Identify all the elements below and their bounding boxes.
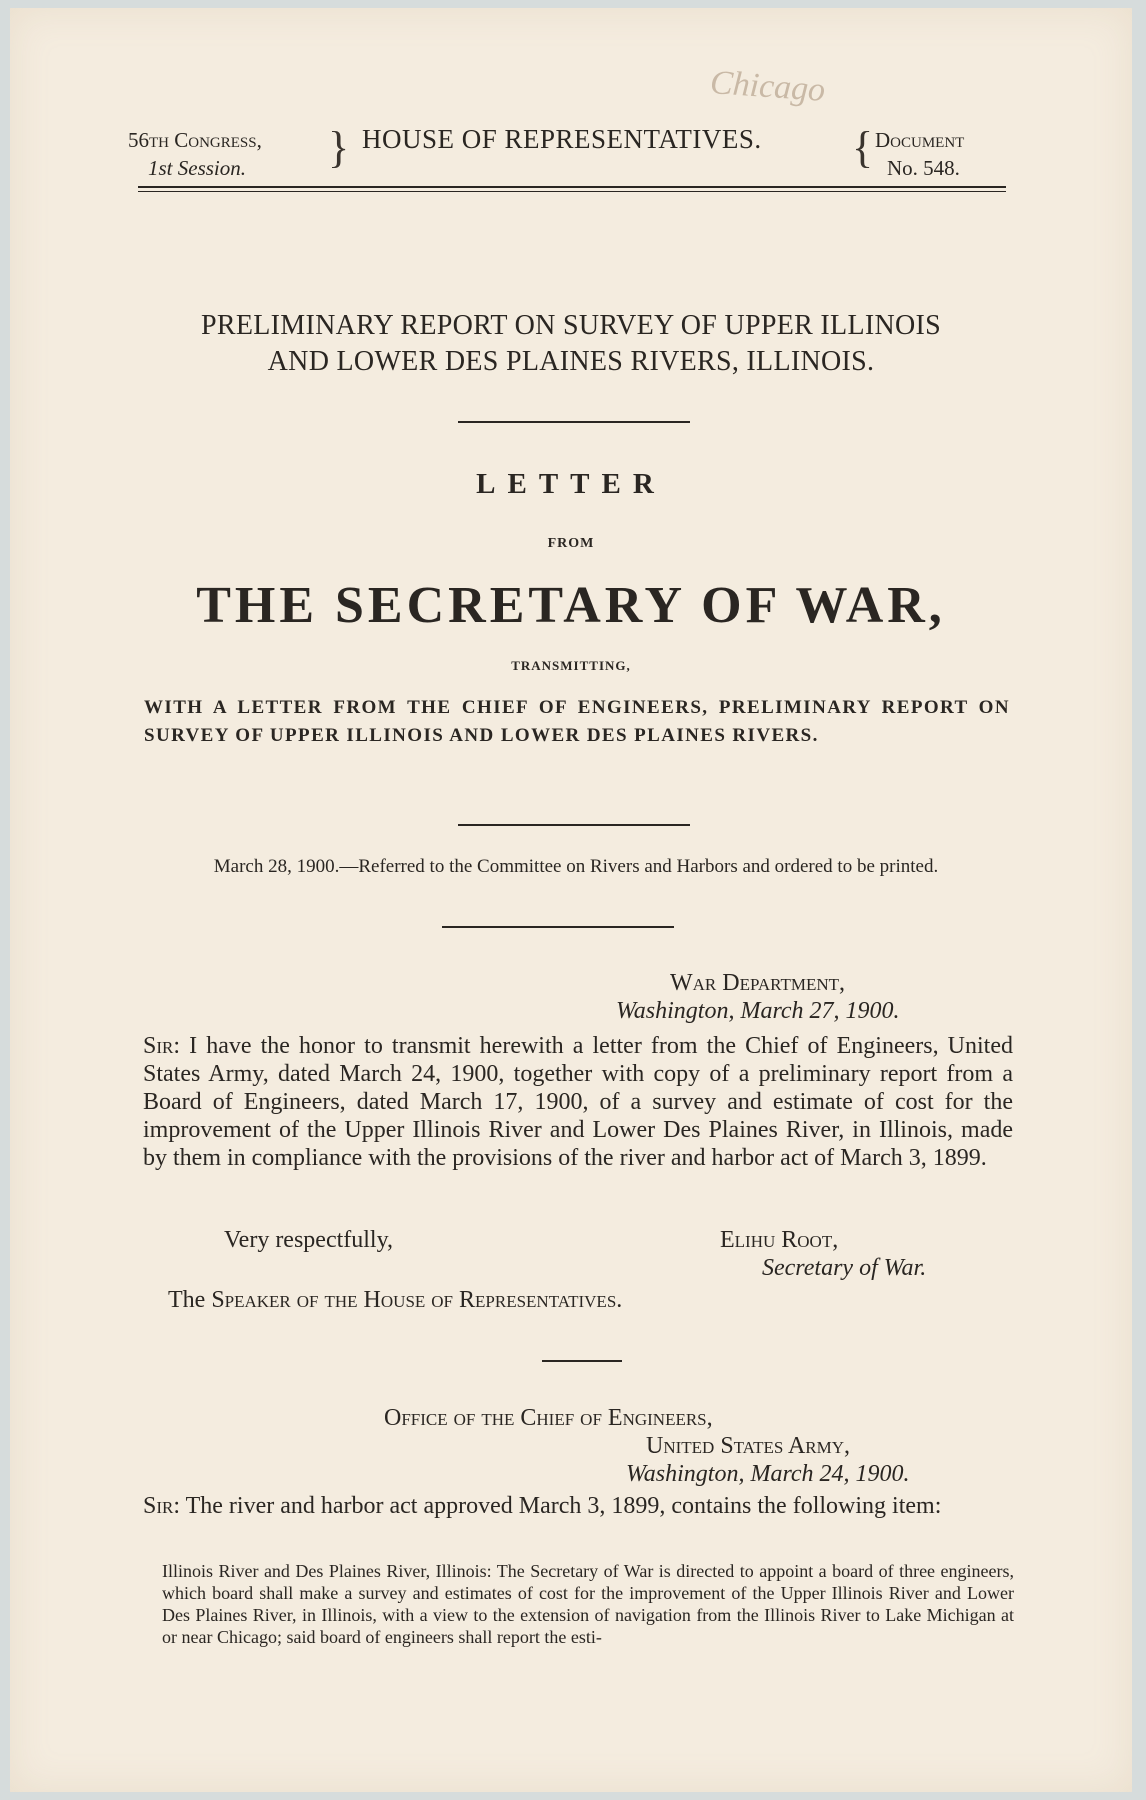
letter-heading: LETTER bbox=[476, 468, 666, 500]
first-letter-body bbox=[143, 1032, 1013, 1172]
divider-rule bbox=[458, 824, 690, 826]
war-department: War Department, bbox=[670, 970, 846, 996]
quoted-act: Illinois River and Des Plaines River, Illinois: The Secretary of War is directed to appoint a board of three engineers, which board shall make a survey and estimates of cost for the improvement of the Upper Illinois River and Lower Des Plaines River, in Illinois, with a view to the extension of navigation from the Illinois River to Lake Michigan at or near Chicago; said board of engineers shall report the esti- bbox=[162, 1561, 1014, 1647]
second-letter-body bbox=[143, 1492, 1013, 1520]
transmittal-description: WITH A LETTER FROM THE CHIEF OF ENGINEERS, PRELIMINARY REPORT ON SURVEY OF UPPER ILLINOIS AND LOWER DES PLAINES RIVERS. bbox=[144, 697, 1010, 746]
transmitting-label: TRANSMITTING, bbox=[511, 658, 631, 673]
referral-note: March 28, 1900.—Referred to the Committee on Rivers and Harbors and ordered to be printed. bbox=[213, 856, 939, 877]
first-letter-date: Washington, March 27, 1900. bbox=[616, 998, 900, 1024]
divider-rule bbox=[458, 421, 690, 423]
first-letter-text: I have the honor to transmit herewith a letter from the Chief of Engineers, United States Army, dated March 24, 1900, together with copy of a preliminary report from a Board of Engineers, dated March 17, 1900, of a survey and estimate of cost for the improvement of the Upper Illinois River and Lower Des Plaines River, in Illinois, made by them in compliance with the provisions of the river and harbor act of March 3, 1899. bbox=[143, 1033, 1014, 1171]
divider-rule bbox=[442, 926, 674, 928]
report-title-line1: PRELIMINARY REPORT ON SURVEY OF UPPER ILLINOIS bbox=[200, 310, 942, 341]
document-number bbox=[875, 126, 964, 182]
addressee-prefix: The bbox=[168, 1287, 206, 1313]
secretary-heading: THE SECRETARY OF WAR, bbox=[196, 577, 946, 634]
document-label: Document bbox=[875, 128, 965, 152]
addressee-name: Speaker of the House of Representatives. bbox=[211, 1287, 623, 1313]
brace-left-icon: { bbox=[852, 123, 874, 172]
addressee bbox=[168, 1286, 622, 1314]
number-label: No. 548. bbox=[887, 156, 960, 180]
brace-right-icon: } bbox=[328, 123, 350, 172]
header-rule bbox=[138, 186, 1006, 192]
report-title bbox=[110, 308, 1032, 380]
congress-label: 56th Congress, bbox=[128, 128, 262, 152]
signer-name: Elihu Root, bbox=[720, 1227, 839, 1253]
office-line: Office of the Chief of Engineers, bbox=[384, 1405, 713, 1431]
signer-title: Secretary of War. bbox=[762, 1255, 927, 1281]
second-letter-text: The river and harbor act approved March 3, 1899, contains the following item: bbox=[185, 1493, 942, 1519]
document-page bbox=[10, 8, 1132, 1792]
closing: Very respectfully, bbox=[224, 1227, 394, 1253]
house-heading: HOUSE OF REPRESENTATIVES. bbox=[362, 124, 762, 154]
from-label: FROM bbox=[547, 536, 595, 551]
salutation: Sir: bbox=[143, 1033, 181, 1059]
report-title-line2: AND LOWER DES PLAINES RIVERS, ILLINOIS. bbox=[267, 346, 875, 377]
second-letter-date: Washington, March 24, 1900. bbox=[626, 1461, 910, 1487]
salutation: Sir: bbox=[143, 1493, 181, 1519]
army-line: United States Army, bbox=[646, 1433, 851, 1459]
congress-session bbox=[128, 126, 262, 182]
divider-rule bbox=[542, 1360, 622, 1362]
handwritten-note: Chicago bbox=[708, 64, 827, 109]
session-label: 1st Session. bbox=[148, 156, 247, 180]
